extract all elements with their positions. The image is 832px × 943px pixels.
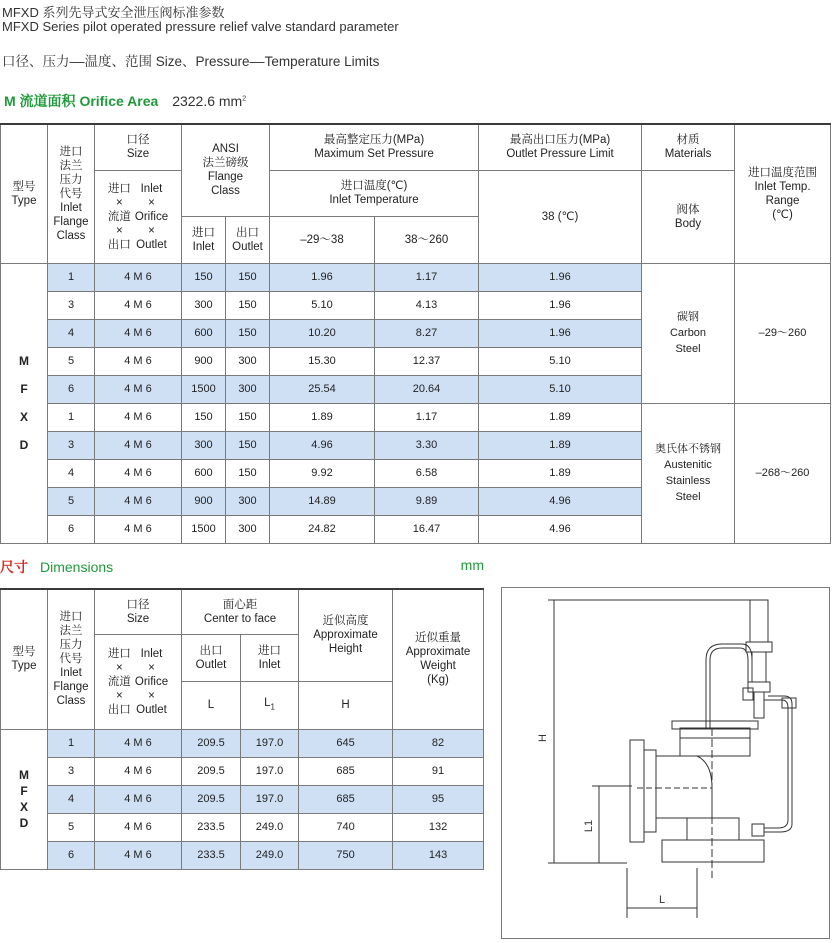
outlet-cell: 150 xyxy=(226,319,270,347)
temp-range-cell: –268～260 xyxy=(735,403,831,543)
L-cell: 209.5 xyxy=(182,757,241,785)
dim-L-header: L xyxy=(182,681,241,729)
L-cell: 233.5 xyxy=(182,841,241,869)
H-cell: 685 xyxy=(299,785,393,813)
size-cell: 4 M 6 xyxy=(95,291,182,319)
L1-cell: 197.0 xyxy=(241,757,299,785)
temp1-cell: 1.96 xyxy=(270,263,375,291)
table-row xyxy=(1,757,484,785)
outlet-pressure-cell: 1.96 xyxy=(479,291,642,319)
outlet-pressure-cell: 1.96 xyxy=(479,263,642,291)
H-cell: 645 xyxy=(299,729,393,757)
outlet-cell: 300 xyxy=(226,375,270,403)
table-row xyxy=(1,403,831,431)
dim-height-header: 近似高度 Approximate Height xyxy=(299,589,393,681)
size-cell: 4 M 6 xyxy=(95,375,182,403)
table-row xyxy=(1,841,484,869)
inlet-cell: 600 xyxy=(182,459,226,487)
dimensions-unit: mm xyxy=(460,557,484,573)
temp1-cell: 25.54 xyxy=(270,375,375,403)
material-cell: 碳钢 Carbon Steel xyxy=(642,263,735,403)
type-letter: X xyxy=(19,410,28,424)
temp2-cell: 1.17 xyxy=(375,403,479,431)
outlet-cell: 300 xyxy=(226,347,270,375)
class-cell: 5 xyxy=(48,813,95,841)
col-materials-header: 材质 Materials xyxy=(642,124,735,170)
outlet-cell: 150 xyxy=(226,291,270,319)
dimensions-title: 尺寸 Dimensions mm xyxy=(0,557,484,575)
L-cell: 233.5 xyxy=(182,813,241,841)
table-row xyxy=(1,729,484,757)
col-outlet-temp: 38 (℃) xyxy=(479,170,642,263)
class-cell: 6 xyxy=(48,841,95,869)
type-letter: D xyxy=(19,438,29,452)
size-cell: 4 M 6 xyxy=(95,263,182,291)
col-outlet-limit-header: 最高出口压力(MPa) Outlet Pressure Limit xyxy=(479,124,642,170)
class-cell: 4 xyxy=(48,459,95,487)
col-ansi-header: ANSI 法兰磅级 Flange Class xyxy=(182,124,270,216)
temp2-cell: 20.64 xyxy=(375,375,479,403)
series-title-en: MFXD Series pilot operated pressure relief valve standard parameter xyxy=(2,19,399,34)
class-cell: 3 xyxy=(48,431,95,459)
outlet-cell: 150 xyxy=(226,431,270,459)
inlet-cell: 150 xyxy=(182,263,226,291)
size-cell: 4 M 6 xyxy=(95,459,182,487)
dim-outlet-header: 出口 Outlet xyxy=(182,634,241,681)
temp1-cell: 14.89 xyxy=(270,487,375,515)
temp1-cell: 5.10 xyxy=(270,291,375,319)
temp-range-cell: –29～260 xyxy=(735,263,831,403)
size-cell: 4 M 6 xyxy=(95,785,182,813)
col-inlet-temp-header: 进口温度(℃) Inlet Temperature xyxy=(270,170,479,216)
col-body-header: 阀体 Body xyxy=(642,170,735,263)
col-max-set-header: 最高整定压力(MPa) Maximum Set Pressure xyxy=(270,124,479,170)
class-cell: 6 xyxy=(48,515,95,543)
size-cell: 4 M 6 xyxy=(95,347,182,375)
dim-L1-header: $L_1$ xyxy=(241,681,299,729)
dim-ctf-header: 面心距 Center to face xyxy=(182,589,299,634)
col-size-subheader: 进口 × 流道 × 出口 Inlet × Orifice × Outlet xyxy=(95,170,182,263)
size-cell: 4 M 6 xyxy=(95,813,182,841)
type-letter: M xyxy=(19,354,29,368)
outlet-pressure-cell: 1.89 xyxy=(479,403,642,431)
outlet-cell: 300 xyxy=(226,515,270,543)
inlet-cell: 300 xyxy=(182,431,226,459)
outlet-cell: 150 xyxy=(226,459,270,487)
type-letter: X xyxy=(19,800,28,814)
dim-weight-header: 近似重量 Approximate Weight (Kg) xyxy=(393,589,484,729)
weight-cell: 82 xyxy=(393,729,484,757)
col-temp-range-header: 进口温度范围 Inlet Temp. Range (℃) xyxy=(735,124,831,263)
size-cell: 4 M 6 xyxy=(95,841,182,869)
temp2-cell: 3.30 xyxy=(375,431,479,459)
type-cell xyxy=(1,263,48,543)
col-class-header: 进口 法兰 压力 代号 Inlet Flange Class xyxy=(48,124,95,263)
L-cell: 209.5 xyxy=(182,785,241,813)
class-cell: 1 xyxy=(48,403,95,431)
L-cell: 209.5 xyxy=(182,729,241,757)
type-letter: F xyxy=(20,784,28,798)
dim-H-header: H xyxy=(299,681,393,729)
dimensions-table xyxy=(0,588,484,870)
size-cell: 4 M 6 xyxy=(95,729,182,757)
orifice-area xyxy=(4,91,246,111)
temp2-cell: 8.27 xyxy=(375,319,479,347)
size-cell: 4 M 6 xyxy=(95,319,182,347)
table-row xyxy=(1,263,831,291)
size-cell: 4 M 6 xyxy=(95,403,182,431)
svg-text:L1: L1 xyxy=(583,819,595,833)
inlet-cell: 900 xyxy=(182,347,226,375)
col-outlet-header: 出口 Outlet xyxy=(226,216,270,263)
outlet-pressure-cell: 5.10 xyxy=(479,347,642,375)
temp1-cell: 10.20 xyxy=(270,319,375,347)
class-cell: 4 xyxy=(48,319,95,347)
col-inlet-header: 进口 Inlet xyxy=(182,216,226,263)
L1-cell: 197.0 xyxy=(241,785,299,813)
series-title-cn: MFXD 系列先导式安全泄压阀标准参数 xyxy=(2,5,225,20)
dim-inlet-header: 进口 Inlet xyxy=(241,634,299,681)
H-cell: 740 xyxy=(299,813,393,841)
temp1-cell: 15.30 xyxy=(270,347,375,375)
svg-text:L: L xyxy=(658,894,666,906)
class-cell: 6 xyxy=(48,375,95,403)
temp2-cell: 6.58 xyxy=(375,459,479,487)
outlet-cell: 150 xyxy=(226,263,270,291)
svg-text:H: H xyxy=(537,734,549,742)
class-cell: 3 xyxy=(48,291,95,319)
col-temp1-header: –29～38 xyxy=(270,216,375,263)
L1-cell: 249.0 xyxy=(241,841,299,869)
outlet-cell: 300 xyxy=(226,487,270,515)
outlet-pressure-cell: 5.10 xyxy=(479,375,642,403)
temp1-cell: 24.82 xyxy=(270,515,375,543)
type-letter: D xyxy=(19,816,29,830)
weight-cell: 132 xyxy=(393,813,484,841)
inlet-cell: 300 xyxy=(182,291,226,319)
material-cell: 奥氏体不锈钢 Austenitic Stainless Steel xyxy=(642,403,735,543)
H-cell: 750 xyxy=(299,841,393,869)
orifice-value: 2322.6 $mm^2$ xyxy=(172,93,247,109)
L1-cell: 197.0 xyxy=(241,729,299,757)
temp1-cell: 1.89 xyxy=(270,403,375,431)
temp1-cell: 4.96 xyxy=(270,431,375,459)
class-cell: 5 xyxy=(48,347,95,375)
valve-drawing xyxy=(501,587,830,939)
inlet-cell: 150 xyxy=(182,403,226,431)
pressure-temperature-table xyxy=(0,123,831,544)
class-cell: 3 xyxy=(48,757,95,785)
class-cell: 1 xyxy=(48,729,95,757)
inlet-cell: 600 xyxy=(182,319,226,347)
weight-cell: 143 xyxy=(393,841,484,869)
class-cell: 1 xyxy=(48,263,95,291)
temp2-cell: 9.89 xyxy=(375,487,479,515)
table-row xyxy=(1,813,484,841)
temp2-cell: 12.37 xyxy=(375,347,479,375)
orifice-label: M 流道面积 Orifice Area xyxy=(4,93,159,109)
dim-class-header: 进口 法兰 压力 代号 Inlet Flange Class xyxy=(48,589,95,729)
col-size-header: 口径 Size xyxy=(95,124,182,170)
outlet-pressure-cell: 4.96 xyxy=(479,515,642,543)
size-cell: 4 M 6 xyxy=(95,515,182,543)
table-row xyxy=(1,785,484,813)
temp1-cell: 9.92 xyxy=(270,459,375,487)
valve-outline-icon xyxy=(502,588,829,938)
type-cell xyxy=(1,729,48,869)
outlet-pressure-cell: 4.96 xyxy=(479,487,642,515)
size-cell: 4 M 6 xyxy=(95,757,182,785)
inlet-cell: 1500 xyxy=(182,515,226,543)
inlet-cell: 1500 xyxy=(182,375,226,403)
weight-cell: 91 xyxy=(393,757,484,785)
limits-title: 口径、压力––温度、范围 Size、Pressure––Temperature Limits xyxy=(2,54,380,69)
inlet-cell: 900 xyxy=(182,487,226,515)
class-cell: 4 xyxy=(48,785,95,813)
class-cell: 5 xyxy=(48,487,95,515)
outlet-pressure-cell: 1.89 xyxy=(479,431,642,459)
temp2-cell: 1.17 xyxy=(375,263,479,291)
type-letter: M xyxy=(19,768,29,782)
weight-cell: 95 xyxy=(393,785,484,813)
L1-cell: 249.0 xyxy=(241,813,299,841)
outlet-pressure-cell: 1.96 xyxy=(479,319,642,347)
H-cell: 685 xyxy=(299,757,393,785)
outlet-cell: 150 xyxy=(226,403,270,431)
dim-type-header: 型号 Type xyxy=(1,589,48,729)
col-temp2-header: 38～260 xyxy=(375,216,479,263)
type-letter: F xyxy=(20,382,28,396)
dim-size-header: 口径 Size xyxy=(95,589,182,634)
temp2-cell: 16.47 xyxy=(375,515,479,543)
size-cell: 4 M 6 xyxy=(95,487,182,515)
col-type-header: 型号 Type xyxy=(1,124,48,263)
dim-size-subheader: 进口 × 流道 × 出口 Inlet × Orifice × Outlet xyxy=(95,634,182,729)
temp2-cell: 4.13 xyxy=(375,291,479,319)
size-cell: 4 M 6 xyxy=(95,431,182,459)
outlet-pressure-cell: 1.89 xyxy=(479,459,642,487)
